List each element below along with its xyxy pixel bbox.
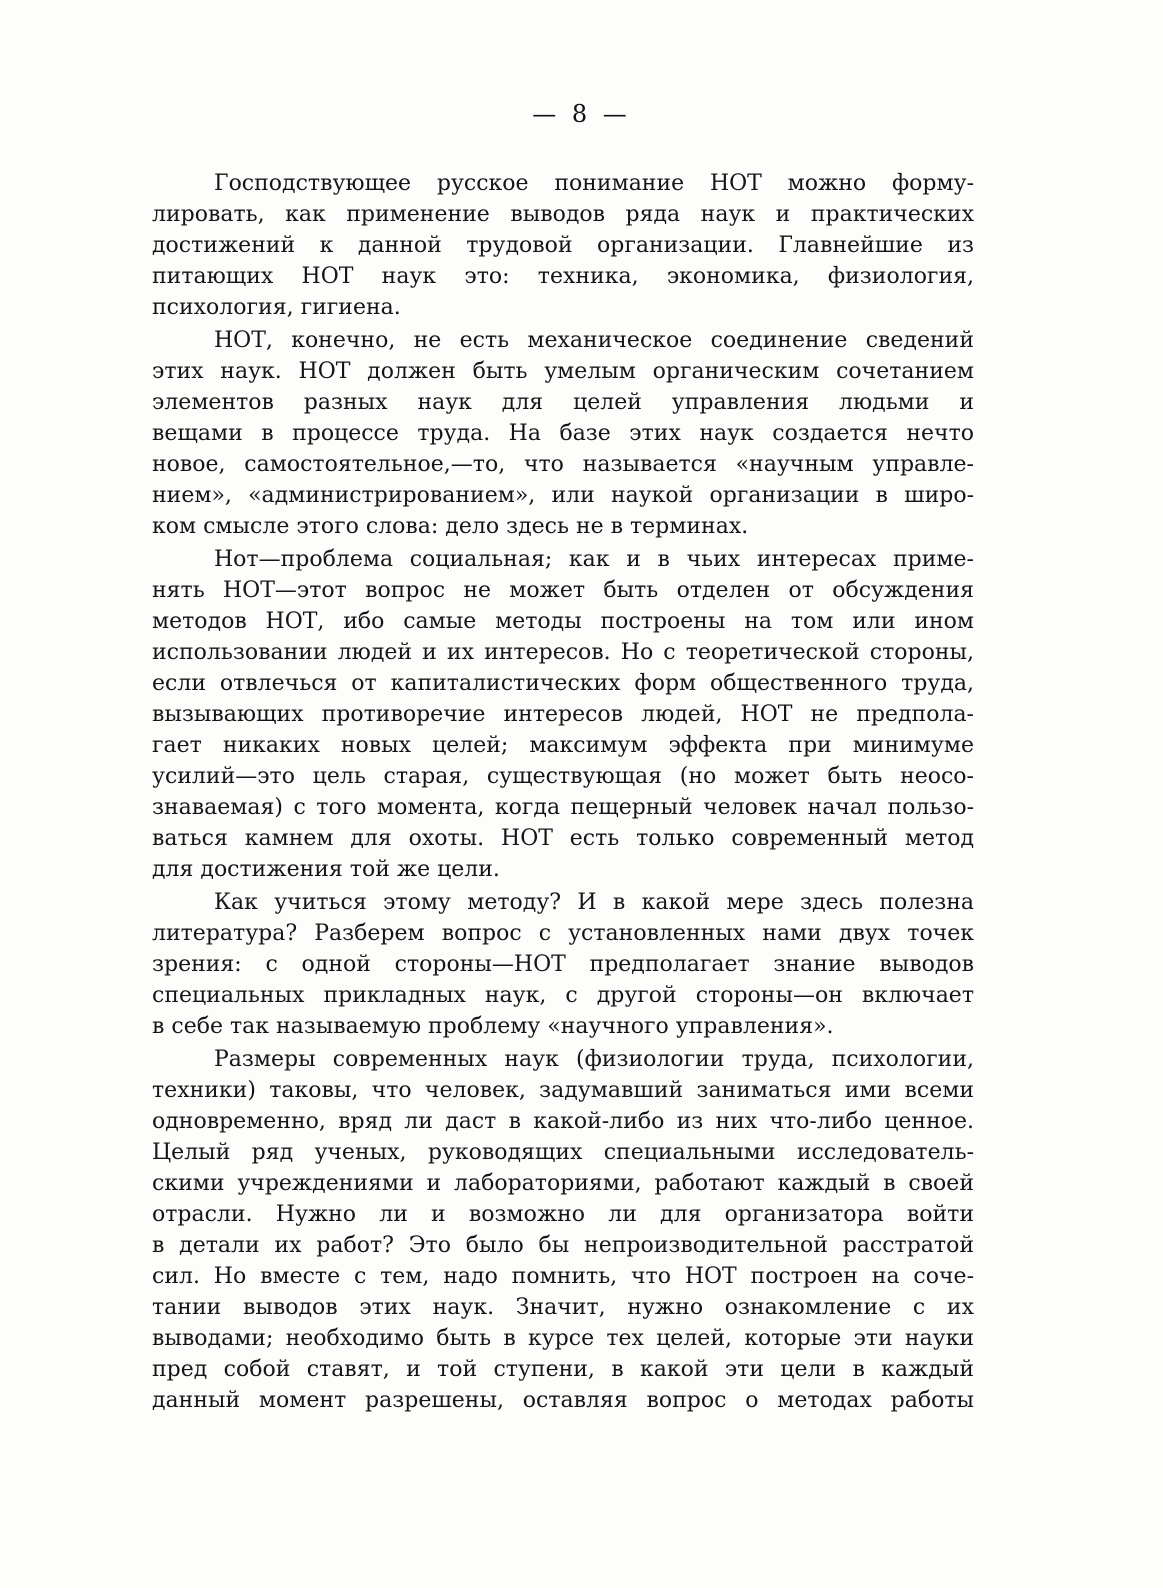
text-line: в детали их работ? Это было бы непроизводительной расстратой [152, 1233, 974, 1258]
text-line: вещами в процессе труда. На базе этих наук создается нечто [152, 421, 974, 446]
text-line: если отвлечься от капиталистических форм общественного труда, [152, 671, 974, 696]
page-number: — 8 — [532, 100, 631, 128]
text-line: нием», «администрированием», или наукой организации в широ- [152, 483, 974, 508]
text-line: элементов разных наук для целей управления людьми и [152, 390, 974, 415]
paragraph-3 [152, 544, 974, 885]
text-line: специальных прикладных наук, с другой стороны—он включает [152, 983, 974, 1008]
paragraph-2 [152, 325, 974, 542]
text-line: Господствующее русское понимание НОТ можно форму- [214, 171, 974, 196]
text-line: выводами; необходимо быть в курсе тех целей, которые эти науки [152, 1326, 974, 1351]
text-line: в себе так называемую проблему «научного управления». [152, 1014, 834, 1039]
text-line: литература? Разберем вопрос с установленных нами двух точек [152, 921, 974, 946]
text-line: одновременно, вряд ли даст в какой-либо из них что-либо ценное. [152, 1109, 974, 1134]
text-line: новое, самостоятельное,—то, что называется «научным управле- [152, 452, 974, 477]
text-line: НОТ, конечно, не есть механическое соединение сведений [214, 328, 974, 353]
text-line: данный момент разрешены, оставляя вопрос о методах работы [152, 1388, 974, 1413]
text-line: питающих НОТ наук это: техника, экономика, физиология, [152, 264, 974, 289]
text-line: знаваемая) с того момента, когда пещерный человек начал пользо- [152, 795, 974, 820]
text-line: методов НОТ, ибо самые методы построены на том или ином [152, 609, 974, 634]
text-line: Целый ряд ученых, руководящих специальными исследователь- [152, 1140, 974, 1165]
text-line: сил. Но вместе с тем, надо помнить, что НОТ построен на соче- [152, 1264, 974, 1289]
paragraph-1 [152, 168, 974, 323]
text-line: отрасли. Нужно ли и возможно ли для организатора войти [152, 1202, 974, 1227]
text-line: вызывающих противоречие интересов людей, НОТ не предпола- [152, 702, 974, 727]
text-line: усилий—это цель старая, существующая (но может быть неосо- [152, 764, 974, 789]
text-line: использовании людей и их интересов. Но с теоретической стороны, [152, 640, 974, 665]
text-line: скими учреждениями и лабораториями, работают каждый в своей [152, 1171, 974, 1196]
text-line: пред собой ставят, и той ступени, в какой эти цели в каждый [152, 1357, 974, 1382]
paragraph-4 [152, 887, 974, 1042]
text-line: гает никаких новых целей; максимум эффекта при минимуме [152, 733, 974, 758]
text-line: тании выводов этих наук. Значит, нужно ознакомление с их [152, 1295, 974, 1320]
text-line: Нот—проблема социальная; как и в чьих интересах приме- [214, 547, 974, 572]
text-line: этих наук. НОТ должен быть умелым органическим сочетанием [152, 359, 974, 384]
text-line: ком смысле этого слова: дело здесь не в терминах. [152, 514, 749, 539]
text-line: Размеры современных наук (физиологии труда, психологии, [214, 1047, 974, 1072]
text-line: техники) таковы, что человек, задумавший заниматься ими всеми [152, 1078, 974, 1103]
body-text [152, 168, 974, 1418]
text-line: для достижения той же цели. [152, 857, 500, 882]
text-line: лировать, как применение выводов ряда наук и практических [152, 202, 974, 227]
text-line: зрения: с одной стороны—НОТ предполагает знание выводов [152, 952, 974, 977]
text-line: нять НОТ—этот вопрос не может быть отделен от обсуждения [152, 578, 974, 603]
text-line: ваться камнем для охоты. НОТ есть только современный метод [152, 826, 974, 851]
text-line: достижений к данной трудовой организации. Главнейшие из [152, 233, 974, 258]
paragraph-5 [152, 1044, 974, 1416]
text-line: Как учиться этому методу? И в какой мере здесь полезна [214, 890, 974, 915]
text-line: психология, гигиена. [152, 295, 401, 320]
